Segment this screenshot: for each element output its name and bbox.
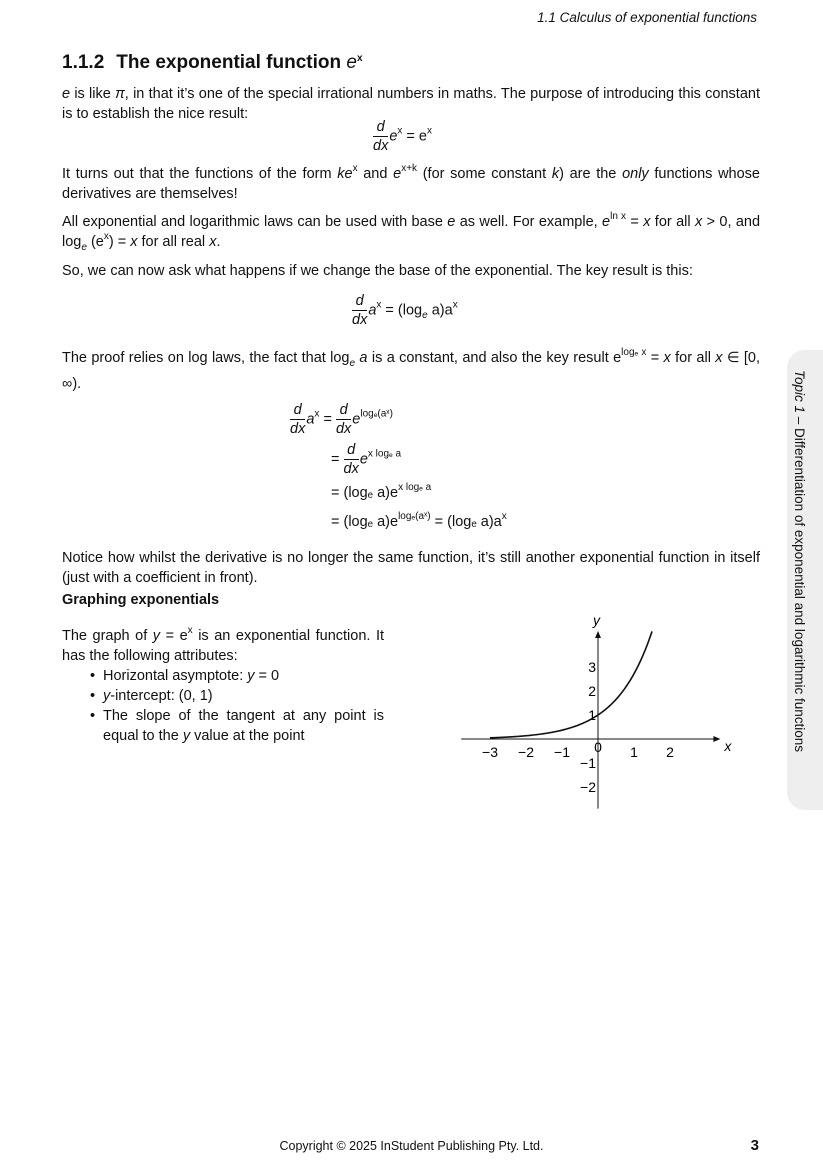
y-tick-label: 3 (588, 659, 596, 675)
page-number: 3 (750, 1137, 759, 1154)
exp-curve (490, 631, 652, 737)
intro-paragraph: e is like π, in that it’s one of the special irrational numbers in maths. The purpose of introducing this constant is to establish the nice result: (62, 86, 760, 122)
y-tick-label: 1 (588, 707, 596, 723)
x-tick-label: −2 (518, 744, 534, 760)
x-tick-label: 1 (630, 744, 638, 760)
list-item: • The slope of the tangent at any point is equal to the y value at the point (90, 706, 384, 746)
proof-paragraph: The proof relies on log laws, the fact that $\log_e a$ is a constant, and also the key result $e^{log_e x} = x$ for all x ∈ [0, ∞). (62, 347, 761, 392)
section-number: 1.1.2 (62, 52, 105, 73)
notice-paragraph: Notice how whilst the derivative is no longer the same function, it’s still another exponential function in itself (just with a coefficient in front). (62, 550, 760, 586)
graph-paragraph: The graph of $y = e^x$ is an exponential function. It has the following attributes: (62, 625, 385, 664)
equation-derivative-ax: $\frac{d}{dx}$ $a^x = (\log_e$ $a)a^x$ (352, 293, 458, 328)
section-title: The exponential function (116, 52, 342, 73)
x-tick-label: 2 (666, 744, 674, 760)
y-axis-label: y (593, 612, 600, 628)
section-title-sup: x (356, 53, 363, 64)
x-tick-label: −3 (482, 744, 498, 760)
section-title-math: e (346, 52, 357, 73)
side-tab-label: Topic 1 – Differentiation of exponential and logarithmic functions (792, 370, 807, 752)
y-tick-label: −1 (580, 755, 596, 771)
x-tick-label: 0 (594, 739, 602, 755)
equation-proof-line-4: = (logₑ $a)e^{log_e(aˣ)} = (\log_e$ $a)a^x$ (331, 511, 507, 530)
running-head: 1.1 Calculus of exponential functions (537, 10, 757, 25)
list-item: • y-intercept: (0, 1) (90, 686, 384, 706)
functions-paragraph: It turns out that the functions of the form $ke^x$ and $e^{x+k}$ (for some constant k) are the only functions whose derivatives are themselves! (62, 163, 760, 202)
y-axis-arrow (595, 631, 601, 638)
log-laws-paragraph: All exponential and logarithmic laws can be used with base e as well. For example, $e^{ln x} = x$ for all x > 0, and $\log_e (e^x) = x$ for all real x. (62, 211, 761, 253)
y-tick-label: −2 (580, 779, 596, 795)
equation-derivative-ex: $\frac{d}{dx}$ $e^x = e^x$ (373, 119, 432, 154)
list-item: • Horizontal asymptote: y = 0 (90, 666, 384, 686)
equation-proof-line-3: = (logₑ $a)e^{x log_e a}$ (331, 482, 432, 501)
section-heading (62, 52, 363, 74)
x-tick-label: −1 (554, 744, 570, 760)
exponential-graph (450, 612, 740, 818)
equation-proof-line-2: = $\frac{d}{dx}$ $e^{x log_e a}$ (331, 442, 402, 477)
x-axis-label: x (724, 738, 732, 754)
subheading-graphing: Graphing exponentials (62, 592, 220, 608)
equation-proof-line-1: $\frac{d}{dx}$ $a^x$ = $\frac{d}{dx}$ $e^{log_e(aˣ)}$ (290, 402, 393, 437)
y-tick-label: 2 (588, 683, 596, 699)
attributes-list (90, 666, 384, 746)
x-axis-arrow (713, 736, 720, 742)
footer-copyright: Copyright © 2025 InStudent Publishing Pty. Ltd. (279, 1139, 544, 1153)
base-change-paragraph: So, we can now ask what happens if we change the base of the exponential. The key result is this: (62, 263, 693, 279)
